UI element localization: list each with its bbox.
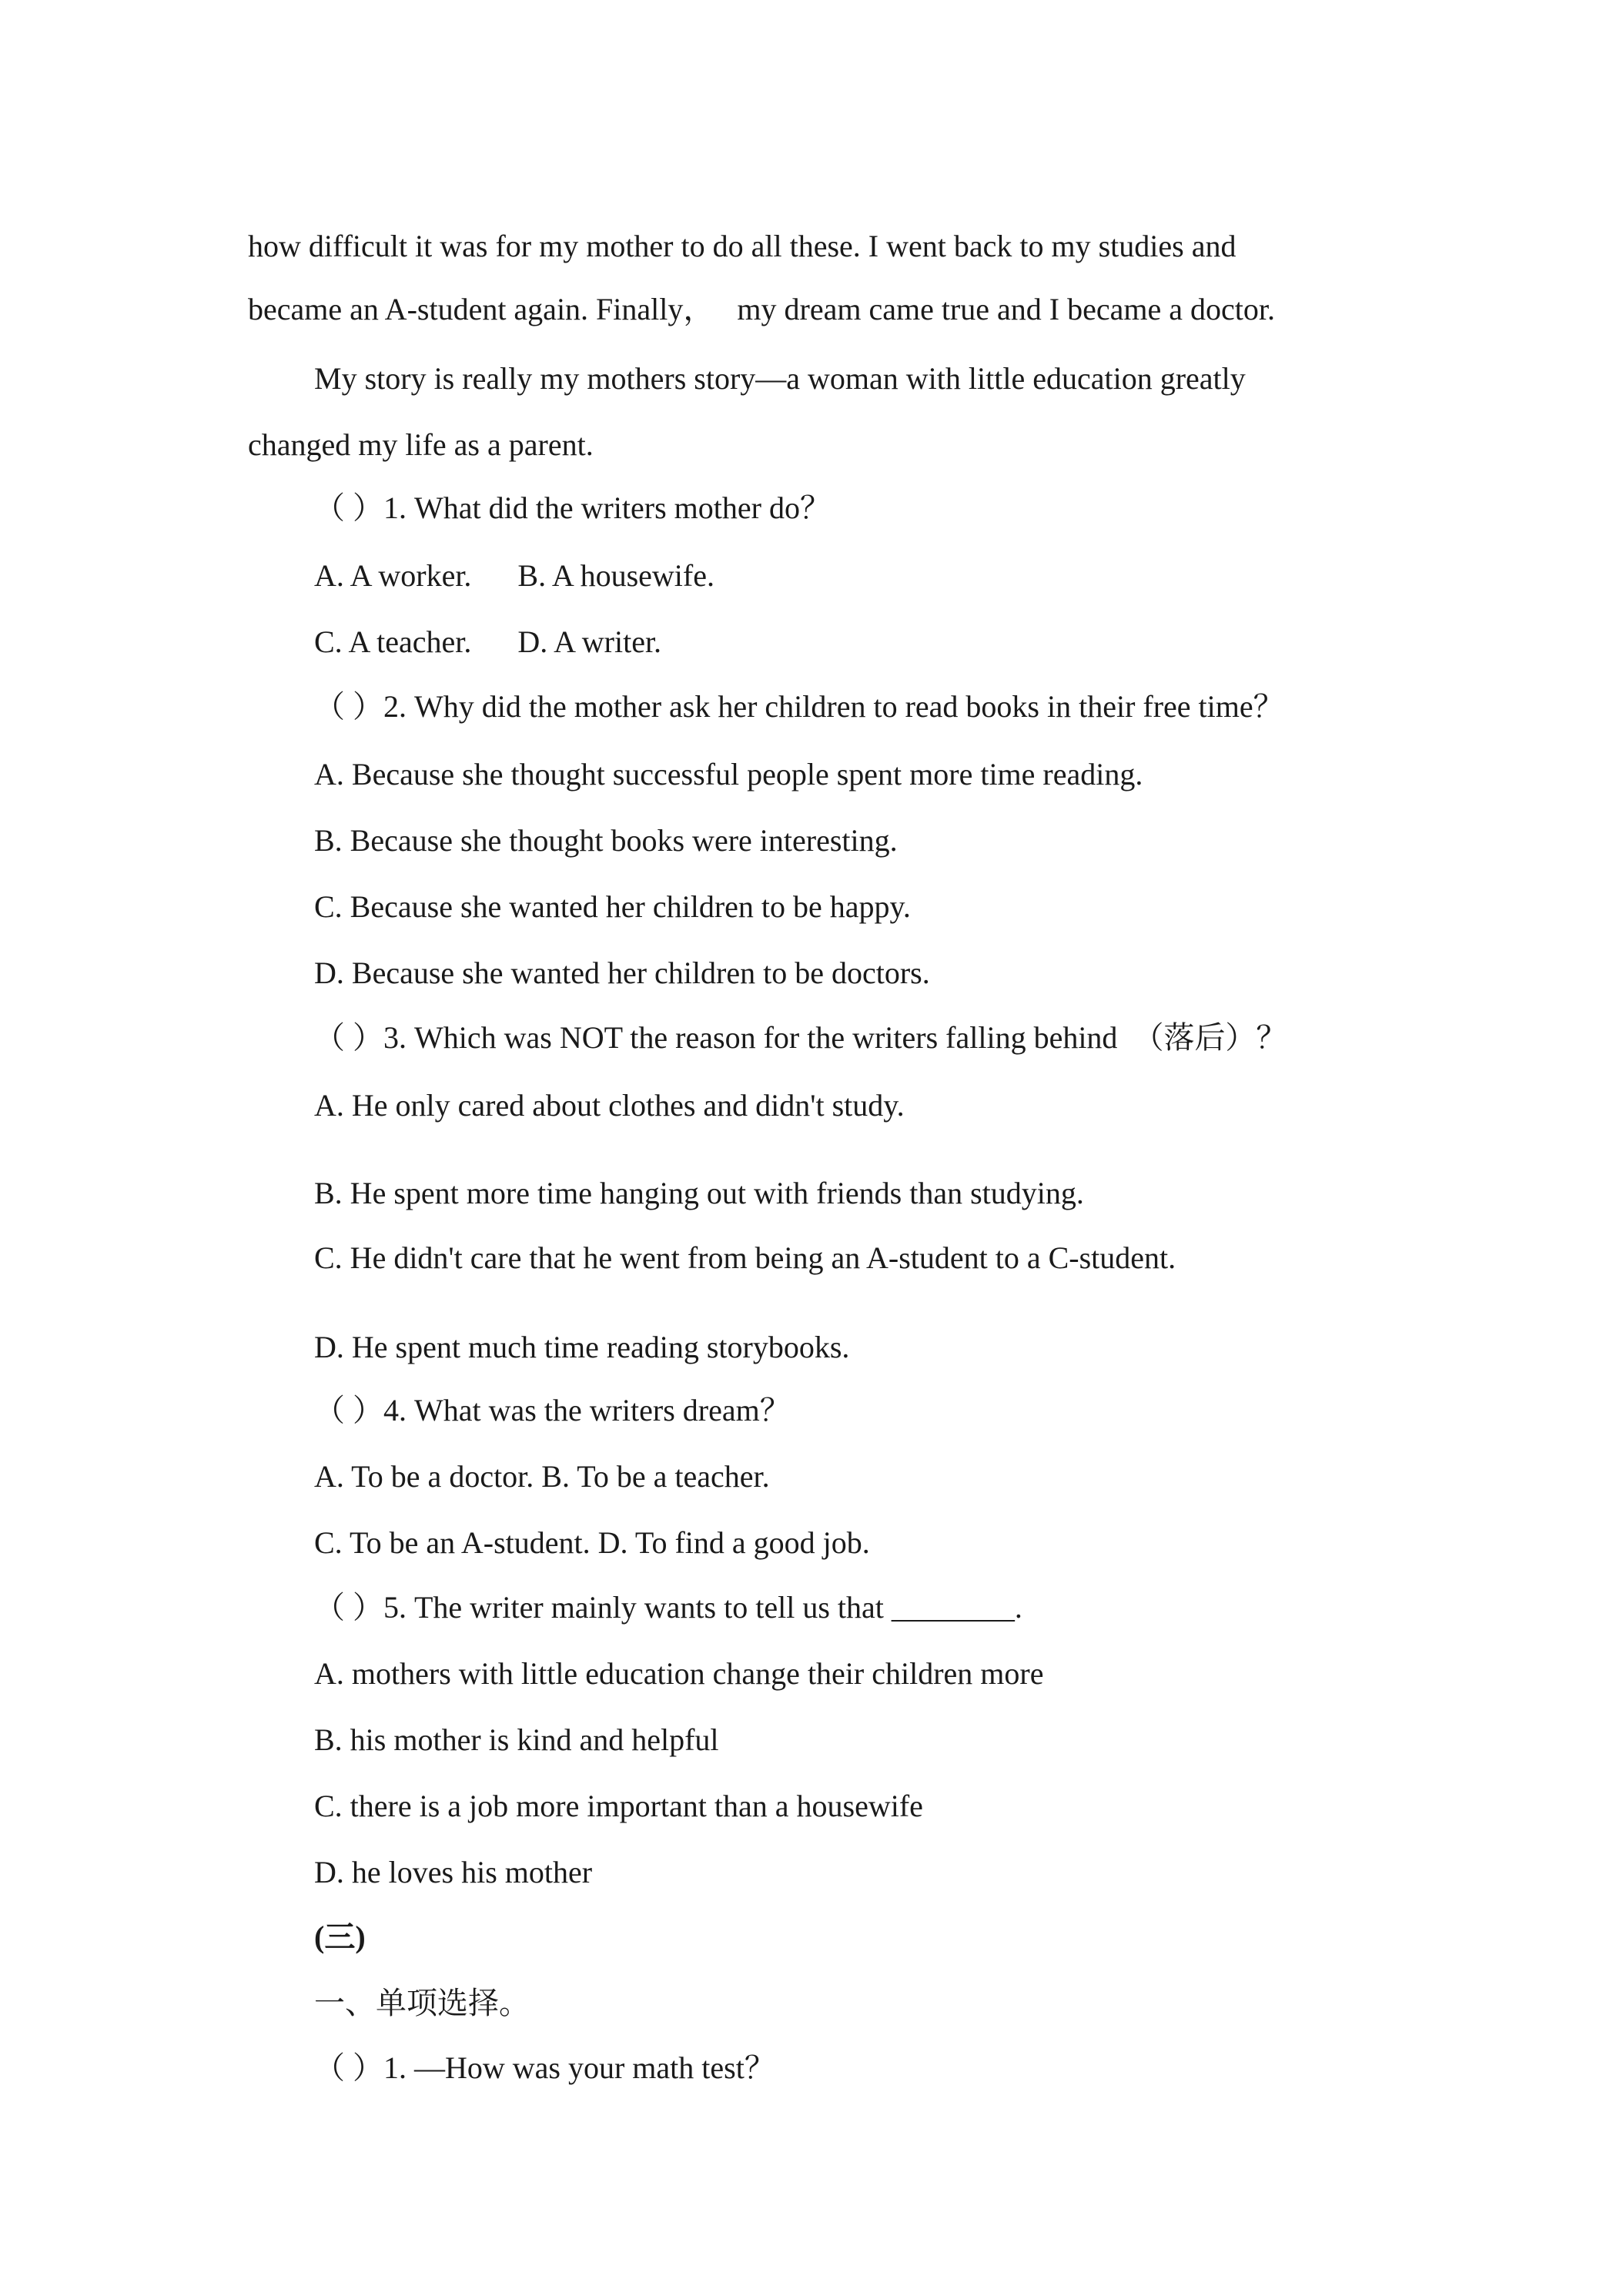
option-line: D. Because she wanted her children to be doctors. bbox=[314, 956, 930, 990]
question-stem: （ ）2. Why did the mother ask her children to read books in their free time？ bbox=[314, 689, 1284, 724]
option-line: B. He spent more time hanging out with friends than studying. bbox=[314, 1176, 1084, 1210]
section-heading: 一、单项选择。 bbox=[314, 1986, 530, 2020]
option-line: A. mothers with little education change their children more bbox=[314, 1656, 1044, 1691]
question-stem: （ ）4. What was the writers dream？ bbox=[314, 1393, 791, 1427]
question-stem: （ ）5. The writer mainly wants to tell us that ________. bbox=[314, 1590, 1022, 1625]
question-stem: （ ）3. Which was NOT the reason for the writers falling behind （落后）？ bbox=[314, 1020, 1287, 1055]
passage-line: changed my life as a parent. bbox=[248, 427, 594, 462]
option-line: B. his mother is kind and helpful bbox=[314, 1722, 719, 1757]
option-line: C. He didn't care that he went from being an A-student to a C-student. bbox=[314, 1240, 1176, 1275]
passage-line: became an A-student again. Finally， my dream came true and I became a doctor. bbox=[248, 292, 1275, 326]
option-line: B. Because she thought books were interesting. bbox=[314, 823, 898, 858]
option-line: C. A teacher. D. A writer. bbox=[314, 624, 662, 659]
option-line: A. He only cared about clothes and didn't study. bbox=[314, 1088, 905, 1123]
option-line: C. To be an A-student. D. To find a good job. bbox=[314, 1525, 870, 1560]
option-line: A. A worker. B. A housewife. bbox=[314, 558, 714, 593]
option-line: D. he loves his mother bbox=[314, 1855, 593, 1889]
section-number: (三) bbox=[314, 1919, 366, 1954]
passage-line: My story is really my mothers story—a woman with little education greatly bbox=[314, 361, 1246, 396]
question-stem: （ ）1. —How was your math test？ bbox=[314, 2050, 775, 2085]
option-line: A. To be a doctor. B. To be a teacher. bbox=[314, 1459, 770, 1494]
option-line: C. there is a job more important than a housewife bbox=[314, 1789, 923, 1823]
passage-line: how difficult it was for my mother to do all these. I went back to my studies and bbox=[248, 229, 1236, 263]
option-line: C. Because she wanted her children to be happy. bbox=[314, 889, 911, 924]
question-stem: （ ）1. What did the writers mother do？ bbox=[314, 490, 831, 525]
option-line: A. Because she thought successful people spent more time reading. bbox=[314, 757, 1143, 792]
option-line: D. He spent much time reading storybooks. bbox=[314, 1330, 850, 1364]
